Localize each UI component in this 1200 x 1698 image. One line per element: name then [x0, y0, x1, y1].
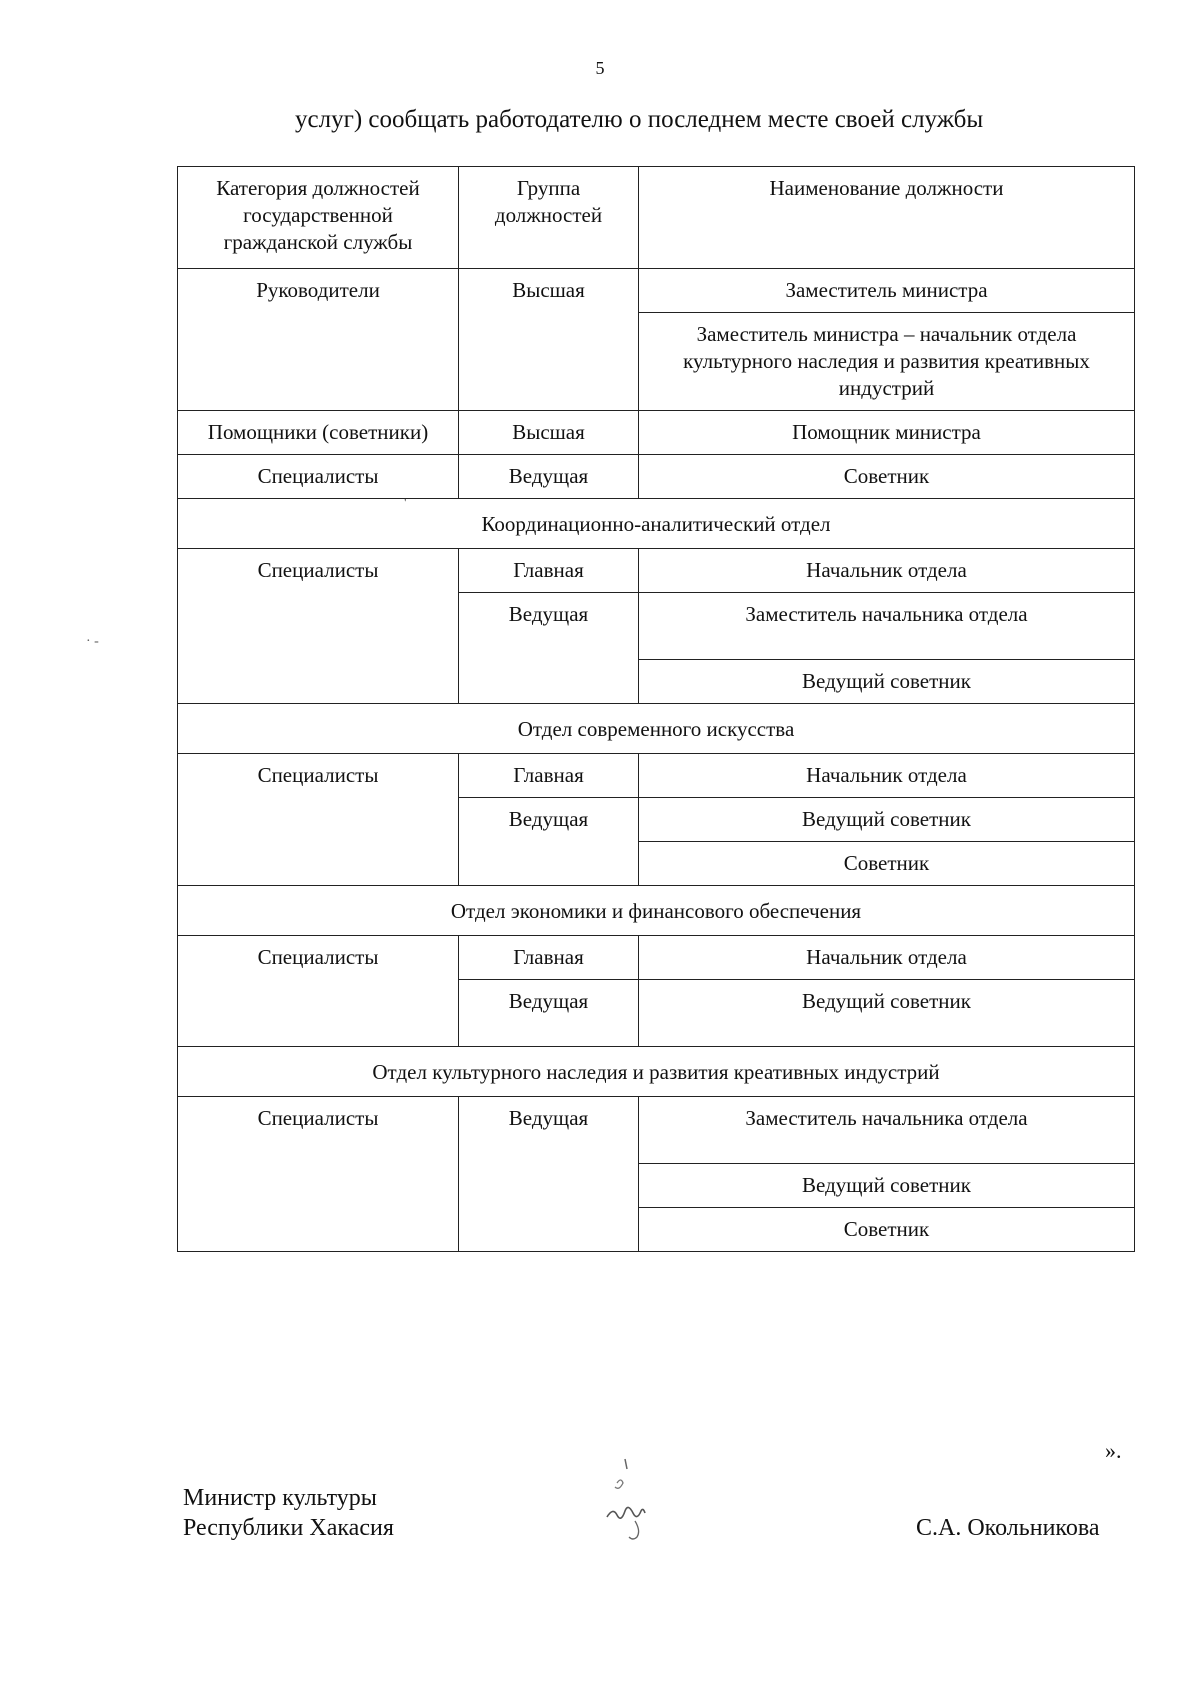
positions-table	[177, 166, 1135, 1252]
position-cell: Советник	[639, 455, 1135, 499]
signatory-title	[183, 1483, 394, 1543]
signer-name: С.А. Окольникова	[916, 1515, 1100, 1541]
position-cell: Начальник отдела	[639, 754, 1135, 798]
table-body	[178, 269, 1135, 1252]
category-cell: Специалисты	[178, 455, 459, 499]
category-cell: Руководители	[178, 269, 459, 411]
table-row	[178, 754, 1135, 798]
header-position: Наименование должности	[639, 167, 1135, 269]
margin-mark: · -	[86, 634, 99, 649]
table-row	[178, 411, 1135, 455]
group-cell: Главная	[459, 754, 639, 798]
section-title: Координационно-аналитический отдел	[178, 499, 1135, 549]
table-header-row	[178, 167, 1135, 269]
section-header-row	[178, 499, 1135, 549]
group-cell: Ведущая	[459, 798, 639, 886]
signatory-title-line-2: Республики Хакасия	[183, 1515, 394, 1541]
closing-quote: ».	[1105, 1438, 1122, 1463]
position-cell: Начальник отдела	[639, 936, 1135, 980]
group-cell: Ведущая	[459, 455, 639, 499]
table-row	[178, 455, 1135, 499]
position-cell: Ведущий советник	[639, 798, 1135, 842]
category-cell: Специалисты	[178, 936, 459, 1047]
section-header-row	[178, 704, 1135, 754]
position-cell: Помощник министра	[639, 411, 1135, 455]
position-cell: Начальник отдела	[639, 549, 1135, 593]
table-row	[178, 549, 1135, 593]
position-cell: Советник	[639, 1208, 1135, 1252]
section-title: Отдел современного искусства	[178, 704, 1135, 754]
group-cell: Ведущая	[459, 1097, 639, 1252]
category-cell: Специалисты	[178, 1097, 459, 1252]
position-cell: Советник	[639, 842, 1135, 886]
handwritten-signature	[595, 1455, 665, 1545]
header-category: Категория должностей государственной гражданской службы	[178, 167, 459, 269]
signatory-title-line-1: Министр культуры	[183, 1485, 377, 1511]
position-cell: Ведущий советник	[639, 1164, 1135, 1208]
section-header-row	[178, 1047, 1135, 1097]
table-row	[178, 1097, 1135, 1164]
category-cell: Помощники (советники)	[178, 411, 459, 455]
group-cell: Главная	[459, 936, 639, 980]
group-cell: Высшая	[459, 269, 639, 411]
category-cell: Специалисты	[178, 549, 459, 704]
group-cell: Ведущая	[459, 593, 639, 704]
position-cell: Заместитель министра – начальник отдела культурного наследия и развития креативных индустрий	[639, 313, 1135, 411]
section-title: Отдел культурного наследия и развития креативных индустрий	[178, 1047, 1135, 1097]
group-cell: Высшая	[459, 411, 639, 455]
position-cell: Ведущий советник	[639, 660, 1135, 704]
section-header-row	[178, 886, 1135, 936]
position-cell: Заместитель министра	[639, 269, 1135, 313]
position-cell: Заместитель начальника отдела	[639, 1097, 1135, 1164]
position-cell: Заместитель начальника отдела	[639, 593, 1135, 660]
group-cell: Главная	[459, 549, 639, 593]
page-number: 5	[595, 58, 605, 78]
section-title: Отдел экономики и финансового обеспечения	[178, 886, 1135, 936]
position-cell: Ведущий советник	[639, 980, 1135, 1047]
table-row	[178, 936, 1135, 980]
header-group: Группа должностей	[459, 167, 639, 269]
table-row	[178, 269, 1135, 313]
category-cell: Специалисты	[178, 754, 459, 886]
continuation-text: услуг) сообщать работодателю о последнем месте своей службы	[295, 106, 984, 133]
tick-mark: '	[404, 496, 407, 511]
group-cell: Ведущая	[459, 980, 639, 1047]
